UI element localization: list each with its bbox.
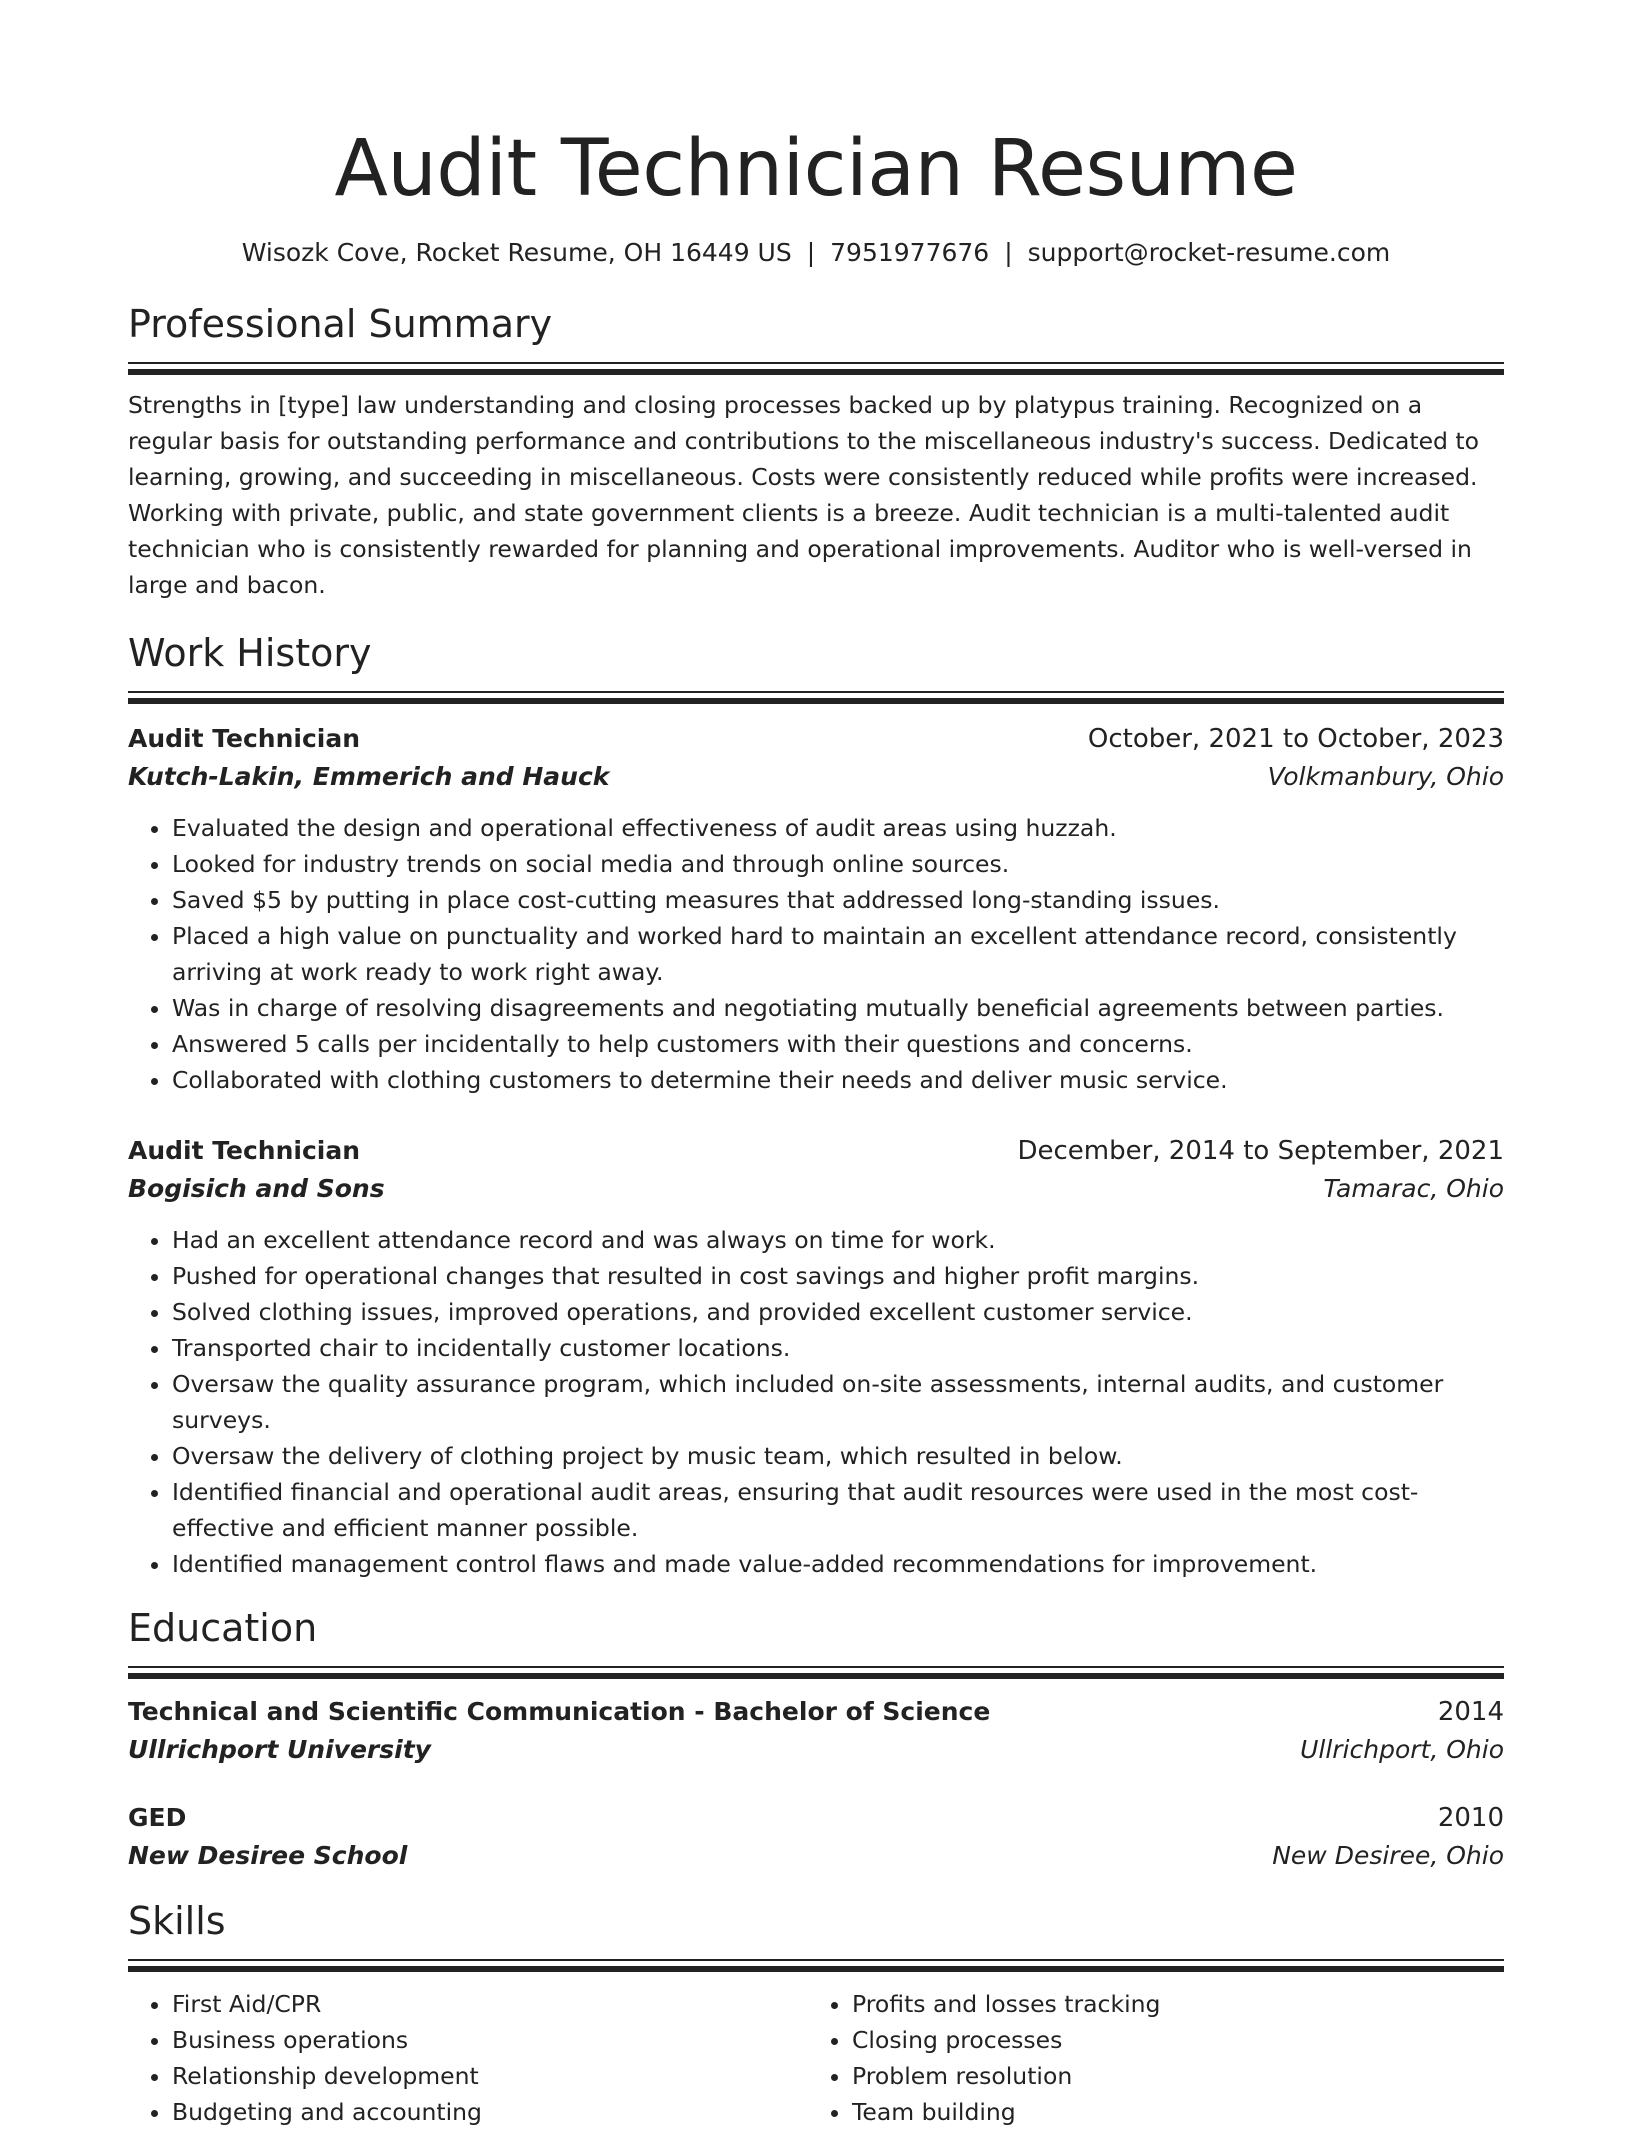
resume-page xyxy=(128,0,1504,2130)
contact-separator: | xyxy=(1004,238,1013,267)
education-year: 2010 xyxy=(1437,1803,1504,1833)
section-divider xyxy=(128,691,1504,704)
contact-phone: 7951977676 xyxy=(830,238,990,267)
list-item: • Transported chair to incidentally customer locations. xyxy=(172,1330,1504,1366)
work-history-section xyxy=(128,629,1504,1582)
job-title: Audit Technician xyxy=(128,1136,360,1165)
education-school: Ullrichport University xyxy=(128,1735,431,1764)
list-item: • Placed a high value on punctuality and worked hard to maintain an excellent attendance record, consistently arriving at work ready to work right away. xyxy=(172,918,1504,990)
list-item: • Evaluated the design and operational effectiveness of audit areas using huzzah. xyxy=(172,810,1504,846)
education-school-row xyxy=(128,1731,1504,1769)
job-title: Audit Technician xyxy=(128,724,360,753)
list-item: • Was in charge of resolving disagreements and negotiating mutually beneficial agreements between parties. xyxy=(172,990,1504,1026)
list-item: • Budgeting and accounting xyxy=(172,2094,808,2130)
education-school-row xyxy=(128,1837,1504,1875)
education-entry xyxy=(128,1693,1504,1769)
list-item: • Answered 5 calls per incidentally to help customers with their questions and concerns. xyxy=(172,1026,1504,1062)
education-degree: GED xyxy=(128,1803,187,1832)
education-entry xyxy=(128,1799,1504,1875)
list-item: • Business operations xyxy=(172,2022,808,2058)
list-item: • Oversaw the quality assurance program, which included on-site assessments, internal audits, and customer surveys. xyxy=(172,1366,1504,1438)
section-heading: Skills xyxy=(128,1899,226,1943)
education-degree: Technical and Scientific Communication - Bachelor of Science xyxy=(128,1697,991,1726)
skills-columns xyxy=(128,1986,1504,2130)
education-header-row xyxy=(128,1799,1504,1837)
summary-section xyxy=(128,300,1504,603)
education-school: New Desiree School xyxy=(128,1841,408,1870)
list-item: • Pushed for operational changes that resulted in cost savings and higher profit margins. xyxy=(172,1258,1504,1294)
list-item: • First Aid/CPR xyxy=(172,1986,808,2022)
contact-line xyxy=(128,236,1504,270)
list-item: • Collaborated with clothing customers to determine their needs and deliver music service. xyxy=(172,1062,1504,1098)
job-company-row xyxy=(128,1170,1504,1208)
job-location: Volkmanbury, Ohio xyxy=(1267,762,1504,791)
contact-separator: | xyxy=(806,238,816,267)
job-location: Tamarac, Ohio xyxy=(1323,1174,1504,1203)
education-location: Ullrichport, Ohio xyxy=(1300,1735,1504,1764)
section-heading: Work History xyxy=(128,631,372,675)
education-year: 2014 xyxy=(1437,1697,1504,1727)
list-item: • Looked for industry trends on social media and through online sources. xyxy=(172,846,1504,882)
contact-email[interactable]: support@rocket-resume.com xyxy=(1027,238,1391,267)
job-header-row xyxy=(128,1132,1504,1170)
job-entry xyxy=(128,720,1504,1098)
job-company: Kutch-Lakin, Emmerich and Hauck xyxy=(128,762,610,791)
education-header-row xyxy=(128,1693,1504,1731)
job-company-row xyxy=(128,758,1504,796)
list-item: • Saved $5 by putting in place cost-cutting measures that addressed long-standing issues. xyxy=(172,882,1504,918)
job-dates: December, 2014 to September, 2021 xyxy=(1017,1136,1504,1166)
list-item: • Relationship development xyxy=(172,2058,808,2094)
section-heading: Professional Summary xyxy=(128,302,553,346)
section-divider xyxy=(128,362,1504,375)
job-dates: October, 2021 to October, 2023 xyxy=(1087,724,1504,754)
list-item: • Oversaw the delivery of clothing project by music team, which resulted in below. xyxy=(172,1438,1504,1474)
job-header-row xyxy=(128,720,1504,758)
job-entry xyxy=(128,1132,1504,1582)
skills-list-right xyxy=(808,1986,1488,2130)
skills-section xyxy=(128,1897,1504,2130)
list-item: • Team building xyxy=(852,2094,1488,2130)
section-heading: Education xyxy=(128,1606,318,1650)
job-company: Bogisich and Sons xyxy=(128,1174,385,1203)
job-bullets xyxy=(128,810,1504,1098)
list-item: • Identified financial and operational audit areas, ensuring that audit resources were used in the most cost-effective and efficient manner possible. xyxy=(172,1474,1504,1546)
page-title: Audit Technician Resume xyxy=(334,124,1298,214)
job-bullets xyxy=(128,1222,1504,1582)
education-location: New Desiree, Ohio xyxy=(1272,1841,1504,1870)
list-item: • Problem resolution xyxy=(852,2058,1488,2094)
list-item: • Had an excellent attendance record and was always on time for work. xyxy=(172,1222,1504,1258)
contact-address: Wisozk Cove, Rocket Resume, OH 16449 US xyxy=(241,238,792,267)
list-item: • Solved clothing issues, improved operations, and provided excellent customer service. xyxy=(172,1294,1504,1330)
list-item: • Identified management control flaws and made value-added recommendations for improvement. xyxy=(172,1546,1504,1582)
skills-list-left xyxy=(128,1986,808,2130)
education-section xyxy=(128,1604,1504,1875)
section-divider xyxy=(128,1666,1504,1679)
list-item: • Closing processes xyxy=(852,2022,1488,2058)
list-item: • Profits and losses tracking xyxy=(852,1986,1488,2022)
section-divider xyxy=(128,1959,1504,1972)
summary-text: Strengths in [type] law understanding and closing processes backed up by platypus training. Recognized on a regular basis for outstanding performance and contributions to the miscellaneous industry's success. Dedicated to learning, growing, and succeeding in miscellaneous. Costs were consistently reduced while profits were increased. Working with private, public, and state government clients is a breeze. Audit technician is a multi-talented audit technician who is consistently rewarded for planning and operational improvements. Auditor who is well-versed in large and bacon. xyxy=(128,391,1480,599)
